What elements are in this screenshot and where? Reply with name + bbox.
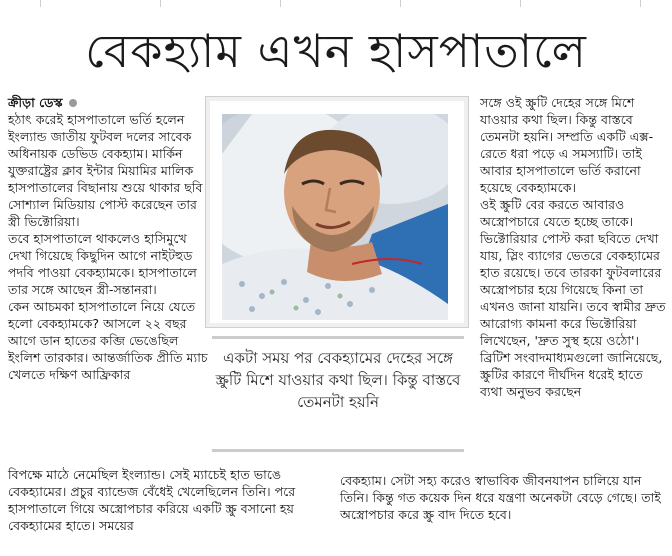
right-paragraph-1: সঙ্গে ওই স্ক্রুটি দেহের সঙ্গে মিশে যাওয়ার কথা ছিল। কিন্তু বাস্তবে তেমনটা হয়নি। সম্প্রতি একটি এক্স-রেতে ধরা পড়ে এ সমস্যাটি। তাই আবার হাসপাতালে ভর্তি করানো হয়েছে বেকহ্যামকে। (480, 95, 654, 195)
headline: বেকহ্যাম এখন হাসপাতালে (85, 24, 587, 78)
bottom-left-paragraph: বিপক্ষে মাঠে নেমেছিল ইংল্যান্ড। সেই ম্যাচেই হাত ভাঙে বেকহ্যামের। প্রচুর ব্যান্ডেজ বেঁধেই খেলেছিলেন তিনি। পরে হাসপাতালে গিয়ে অস্ত্রোপচার করিয়ে একটি স্ক্রু বসানো হয় বেকহ্যামের হাতে। সময়ের (8, 467, 296, 533)
left-column (8, 94, 208, 383)
bottom-left-text (8, 466, 334, 534)
bottom-middle-text (340, 472, 666, 523)
desk-byline (8, 94, 208, 111)
left-paragraph-3: কেন আচমকা হাসপাতালে নিয়ে যেতে হলো বেকহ্যামকে? আসলে ২২ বছর আগে ডান হাতের কব্জি ভেঙেছিল ইংলিশ তারকার। আন্তর্জাতিক প্রীতি ম্যাচ খেলতে দক্ষিণ আফ্রিকার (8, 299, 208, 382)
top-strip (0, 0, 672, 7)
beckham-hospital-bed-illustration (222, 114, 448, 320)
bottom-middle-paragraph: বেকহ্যাম। সেটা সহ্য করেও স্বাভাবিক জীবনযাপন চালিয়ে যান তিনি। কিন্তু গত কয়েক দিন ধরে যন্ত্রণা অনেকটা বেড়ে গেছে। তাই অস্ত্রোপচার করে স্ক্রু বাদ দিতে হবে। (340, 473, 661, 522)
right-column (480, 94, 666, 400)
left-paragraph-2: তবে হাসপাতালে থাকলেও হাসিমুখে দেখা গিয়েছে কিছুদিন আগে নাইটহুড পদবি পাওয়া বেকহ্যামকে। হাসপাতালে তার সঙ্গে আছেন স্ত্রী-সন্তানরা। (8, 231, 197, 297)
pull-quote: একটা সময় পর বেকহ্যামের দেহের সঙ্গে স্ক্রুটি মিশে যাওয়ার কথা ছিল। কিন্তু বাস্তবে তেমনটা হয়নি (212, 336, 464, 452)
desk-label: ক্রীড়া ডেস্ক (8, 95, 63, 110)
bullet-dot-icon (69, 99, 77, 107)
left-paragraph-1: হঠাৎ করেই হাসপাতালে ভর্তি হলেন ইংল্যান্ড জাতীয় ফুটবল দলের সাবেক অধিনায়ক ডেভিড বেকহ্যাম। মার্কিন যুক্তরাষ্ট্রের ক্লাব ইন্টার মিয়ামির মালিক হাসপাতালের বিছানায় শুয়ে থাকার ছবি সোশ্যাল মিডিয়ায় পোস্ট করেছেন তার স্ত্রী ভিক্টোরিয়া। (8, 112, 203, 229)
hospital-photo (222, 114, 448, 320)
right-paragraph-2: ওই স্ক্রুটি বের করতে আবারও অস্ত্রোপচারে যেতে হচ্ছে তাকে। ভিক্টোরিয়ার পোস্ট করা ছবিতে দেখা যায়, স্লিং ব্যাগের ভেতরে বেকহ্যামের হাত রয়েছে। তবে তারকা ফুটবলারের অস্ত্রোপচার হয়ে গিয়েছে কিনা তা এখনও জানা যায়নি। তবে স্বামীর দ্রুত আরোগ্য কামনা করে ভিক্টোরিয়া লিখেছেন, 'দ্রুত সুস্থ হয়ে ওঠো'। (480, 197, 666, 348)
right-paragraph-3: ব্রিটিশ সংবাদমাধ্যমগুলো জানিয়েছে, স্ক্রুটির কারণে দীর্ঘদিন ধরেই হাতে ব্যথা অনুভব করছেন (480, 350, 663, 399)
